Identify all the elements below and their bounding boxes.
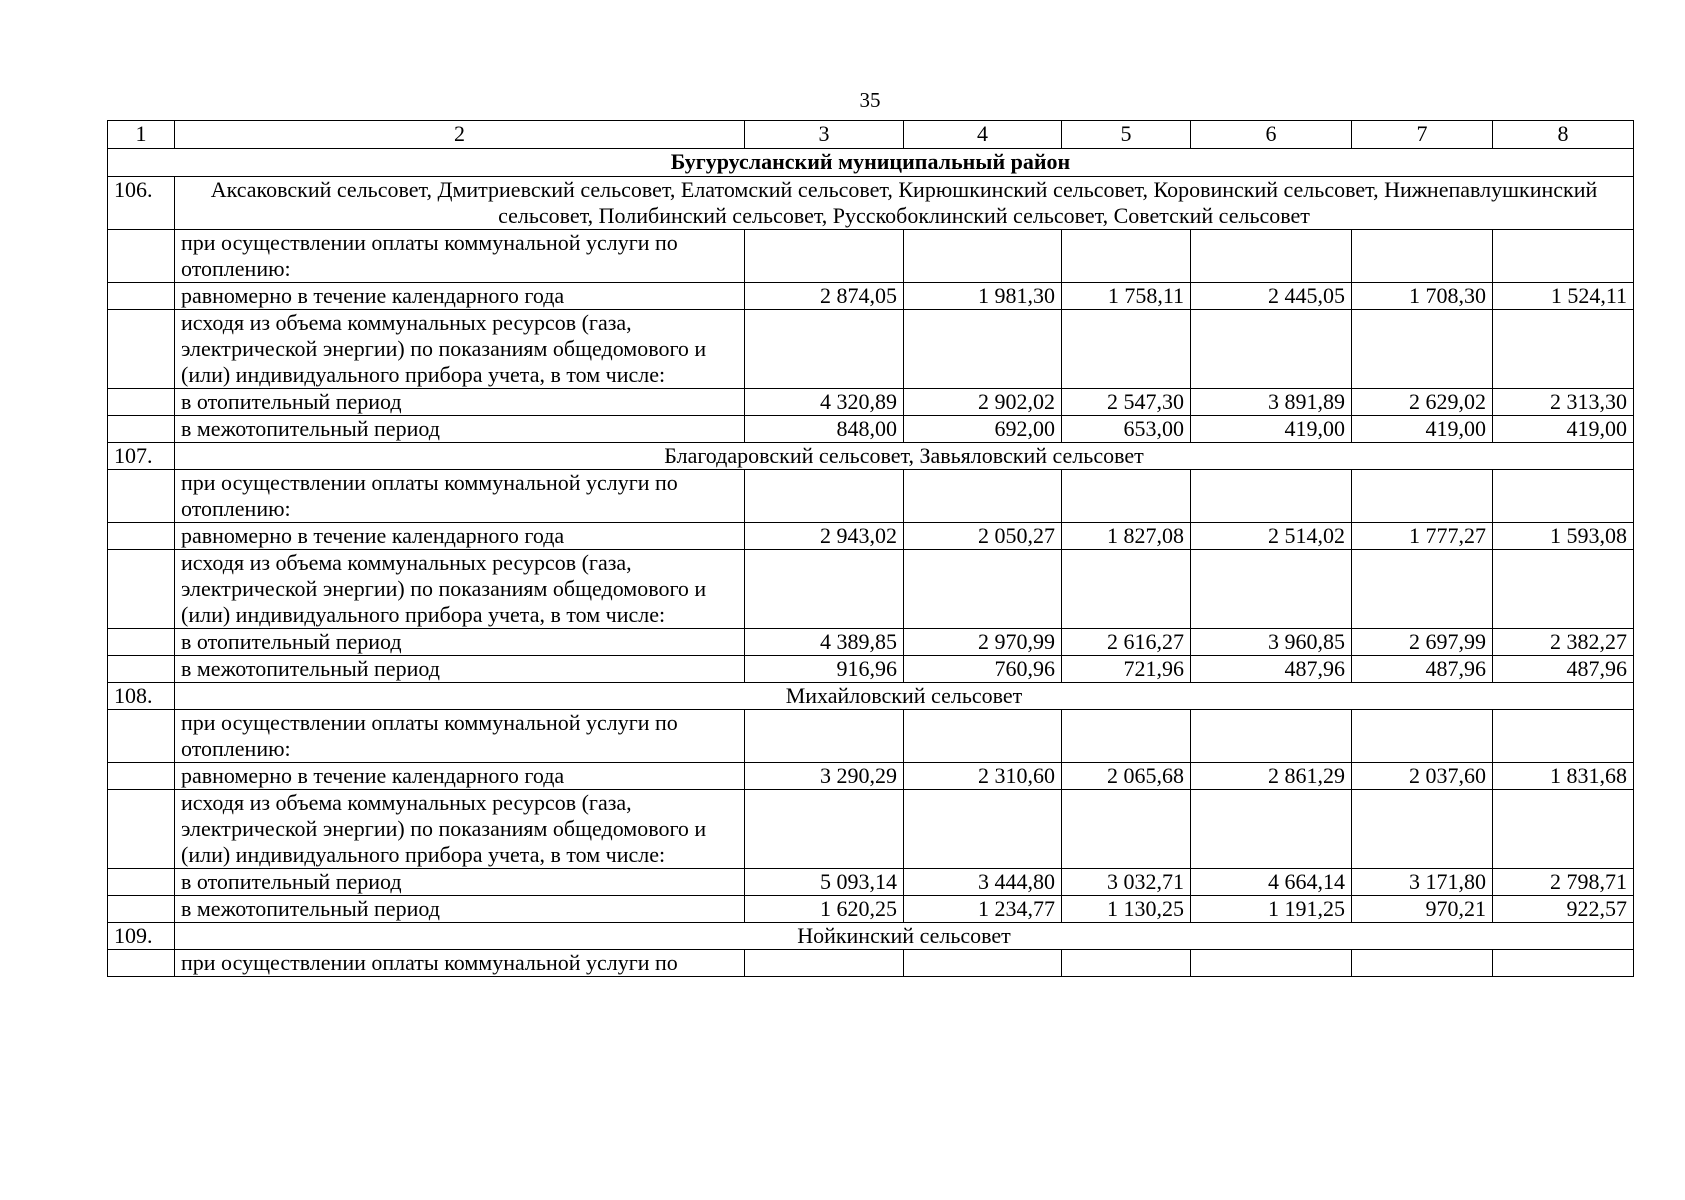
table-row	[108, 896, 1634, 923]
table-row	[108, 629, 1634, 656]
value-cell	[1191, 550, 1352, 629]
value-cell	[1493, 790, 1634, 869]
value-cell: 3 171,80	[1352, 869, 1493, 896]
value-cell: 922,57	[1493, 896, 1634, 923]
row-label: в отопительный период	[175, 869, 745, 896]
section-number: 109.	[108, 923, 175, 950]
value-cell: 3 891,89	[1191, 389, 1352, 416]
row-label: исходя из объема коммунальных ресурсов (газа, электрической энергии) по показаниям общедомового и (или) индивидуального прибора учета, в том числе:	[175, 790, 745, 869]
empty-number-cell	[108, 763, 175, 790]
value-cell: 2 970,99	[904, 629, 1062, 656]
value-cell	[1191, 710, 1352, 763]
row-label: равномерно в течение календарного года	[175, 523, 745, 550]
value-cell	[1191, 950, 1352, 977]
value-cell	[1062, 950, 1191, 977]
value-cell: 2 902,02	[904, 389, 1062, 416]
value-cell: 1 827,08	[1062, 523, 1191, 550]
value-cell: 419,00	[1352, 416, 1493, 443]
value-cell: 2 547,30	[1062, 389, 1191, 416]
empty-number-cell	[108, 869, 175, 896]
value-cell: 3 444,80	[904, 869, 1062, 896]
empty-number-cell	[108, 283, 175, 310]
table-row	[108, 710, 1634, 763]
value-cell: 2 382,27	[1493, 629, 1634, 656]
value-cell: 1 191,25	[1191, 896, 1352, 923]
empty-number-cell	[108, 310, 175, 389]
section-title: Михайловский сельсовет	[175, 683, 1634, 710]
value-cell: 2 313,30	[1493, 389, 1634, 416]
value-cell: 653,00	[1062, 416, 1191, 443]
row-label: в отопительный период	[175, 629, 745, 656]
section-number: 106.	[108, 177, 175, 230]
value-cell	[1352, 950, 1493, 977]
value-cell: 1 777,27	[1352, 523, 1493, 550]
value-cell: 2 616,27	[1062, 629, 1191, 656]
table-row	[108, 790, 1634, 869]
value-cell	[1191, 790, 1352, 869]
empty-number-cell	[108, 656, 175, 683]
tariff-table	[107, 120, 1634, 977]
value-cell: 487,96	[1352, 656, 1493, 683]
value-cell	[745, 550, 904, 629]
column-number: 2	[175, 121, 745, 149]
column-number-row	[108, 121, 1634, 149]
value-cell	[1493, 230, 1634, 283]
value-cell: 419,00	[1493, 416, 1634, 443]
table-row	[108, 763, 1634, 790]
section-header-row	[108, 177, 1634, 230]
row-label: при осуществлении оплаты коммунальной услуги по отоплению:	[175, 230, 745, 283]
value-cell	[1352, 550, 1493, 629]
value-cell: 2 310,60	[904, 763, 1062, 790]
value-cell	[1352, 710, 1493, 763]
row-label: исходя из объема коммунальных ресурсов (газа, электрической энергии) по показаниям общедомового и (или) индивидуального прибора учета, в том числе:	[175, 310, 745, 389]
value-cell	[1191, 470, 1352, 523]
value-cell: 2 697,99	[1352, 629, 1493, 656]
empty-number-cell	[108, 550, 175, 629]
value-cell: 1 130,25	[1062, 896, 1191, 923]
value-cell: 1 758,11	[1062, 283, 1191, 310]
value-cell: 1 620,25	[745, 896, 904, 923]
value-cell	[904, 310, 1062, 389]
row-label: в отопительный период	[175, 389, 745, 416]
value-cell	[1493, 310, 1634, 389]
value-cell	[1062, 790, 1191, 869]
value-cell: 4 664,14	[1191, 869, 1352, 896]
row-label: исходя из объема коммунальных ресурсов (газа, электрической энергии) по показаниям общедомового и (или) индивидуального прибора учета, в том числе:	[175, 550, 745, 629]
table-row	[108, 230, 1634, 283]
value-cell	[904, 470, 1062, 523]
value-cell: 2 943,02	[745, 523, 904, 550]
table-row	[108, 310, 1634, 389]
value-cell: 2 037,60	[1352, 763, 1493, 790]
row-label: в межотопительный период	[175, 416, 745, 443]
row-label: в межотопительный период	[175, 896, 745, 923]
district-title: Бугурусланский муниципальный район	[108, 149, 1634, 177]
value-cell	[904, 550, 1062, 629]
section-header-row	[108, 923, 1634, 950]
value-cell: 2 861,29	[1191, 763, 1352, 790]
value-cell: 4 320,89	[745, 389, 904, 416]
value-cell: 721,96	[1062, 656, 1191, 683]
value-cell	[745, 710, 904, 763]
value-cell	[1352, 230, 1493, 283]
empty-number-cell	[108, 230, 175, 283]
value-cell: 692,00	[904, 416, 1062, 443]
value-cell	[745, 950, 904, 977]
column-number: 5	[1062, 121, 1191, 149]
value-cell: 3 290,29	[745, 763, 904, 790]
page-number: 35	[859, 88, 881, 112]
value-cell: 2 629,02	[1352, 389, 1493, 416]
value-cell: 1 524,11	[1493, 283, 1634, 310]
value-cell	[904, 230, 1062, 283]
column-number: 8	[1493, 121, 1634, 149]
value-cell: 916,96	[745, 656, 904, 683]
value-cell: 2 445,05	[1191, 283, 1352, 310]
value-cell	[1493, 470, 1634, 523]
section-number: 107.	[108, 443, 175, 470]
value-cell: 2 050,27	[904, 523, 1062, 550]
value-cell	[1493, 950, 1634, 977]
value-cell	[1493, 550, 1634, 629]
table-row	[108, 550, 1634, 629]
value-cell: 1 831,68	[1493, 763, 1634, 790]
table-row	[108, 656, 1634, 683]
value-cell: 1 981,30	[904, 283, 1062, 310]
empty-number-cell	[108, 416, 175, 443]
value-cell: 1 593,08	[1493, 523, 1634, 550]
empty-number-cell	[108, 389, 175, 416]
value-cell	[1062, 310, 1191, 389]
value-cell	[904, 790, 1062, 869]
row-label: при осуществлении оплаты коммунальной услуги по	[175, 950, 745, 977]
value-cell	[745, 310, 904, 389]
value-cell: 3 032,71	[1062, 869, 1191, 896]
value-cell	[745, 230, 904, 283]
table-row	[108, 869, 1634, 896]
row-label: равномерно в течение календарного года	[175, 763, 745, 790]
value-cell: 2 798,71	[1493, 869, 1634, 896]
column-number: 1	[108, 121, 175, 149]
value-cell	[1062, 550, 1191, 629]
value-cell: 5 093,14	[745, 869, 904, 896]
row-label: при осуществлении оплаты коммунальной услуги по отоплению:	[175, 710, 745, 763]
empty-number-cell	[108, 629, 175, 656]
empty-number-cell	[108, 523, 175, 550]
district-row	[108, 149, 1634, 177]
value-cell: 4 389,85	[745, 629, 904, 656]
table-row	[108, 470, 1634, 523]
section-header-row	[108, 683, 1634, 710]
value-cell: 3 960,85	[1191, 629, 1352, 656]
empty-number-cell	[108, 790, 175, 869]
value-cell: 1 708,30	[1352, 283, 1493, 310]
value-cell: 2 874,05	[745, 283, 904, 310]
value-cell	[1062, 710, 1191, 763]
value-cell: 970,21	[1352, 896, 1493, 923]
column-number: 3	[745, 121, 904, 149]
value-cell	[1191, 310, 1352, 389]
value-cell: 419,00	[1191, 416, 1352, 443]
table-row	[108, 950, 1634, 977]
section-title: Нойкинский сельсовет	[175, 923, 1634, 950]
row-label: равномерно в течение календарного года	[175, 283, 745, 310]
section-header-row	[108, 443, 1634, 470]
value-cell	[904, 710, 1062, 763]
value-cell	[745, 790, 904, 869]
value-cell: 487,96	[1191, 656, 1352, 683]
value-cell	[1493, 710, 1634, 763]
value-cell: 2 065,68	[1062, 763, 1191, 790]
value-cell: 1 234,77	[904, 896, 1062, 923]
value-cell	[1352, 310, 1493, 389]
column-number: 7	[1352, 121, 1493, 149]
table-row	[108, 389, 1634, 416]
section-number: 108.	[108, 683, 175, 710]
row-label: при осуществлении оплаты коммунальной услуги по отоплению:	[175, 470, 745, 523]
value-cell	[1191, 230, 1352, 283]
table-row	[108, 283, 1634, 310]
value-cell: 760,96	[904, 656, 1062, 683]
value-cell: 2 514,02	[1191, 523, 1352, 550]
empty-number-cell	[108, 896, 175, 923]
value-cell	[1062, 230, 1191, 283]
empty-number-cell	[108, 470, 175, 523]
table-row	[108, 523, 1634, 550]
empty-number-cell	[108, 710, 175, 763]
value-cell: 848,00	[745, 416, 904, 443]
section-title: Благодаровский сельсовет, Завьяловский сельсовет	[175, 443, 1634, 470]
value-cell	[1352, 790, 1493, 869]
value-cell	[904, 950, 1062, 977]
value-cell: 487,96	[1493, 656, 1634, 683]
table-row	[108, 416, 1634, 443]
value-cell	[1062, 470, 1191, 523]
section-title: Аксаковский сельсовет, Дмитриевский сельсовет, Елатомский сельсовет, Кирюшкинский сельсовет, Коровинский сельсовет, Нижнепавлушкинский сельсовет, Полибинский сельсовет, Русскобоклинский сельсовет, Советский сельсовет	[175, 177, 1634, 230]
empty-number-cell	[108, 950, 175, 977]
value-cell	[1352, 470, 1493, 523]
column-number: 4	[904, 121, 1062, 149]
value-cell	[745, 470, 904, 523]
column-number: 6	[1191, 121, 1352, 149]
row-label: в межотопительный период	[175, 656, 745, 683]
